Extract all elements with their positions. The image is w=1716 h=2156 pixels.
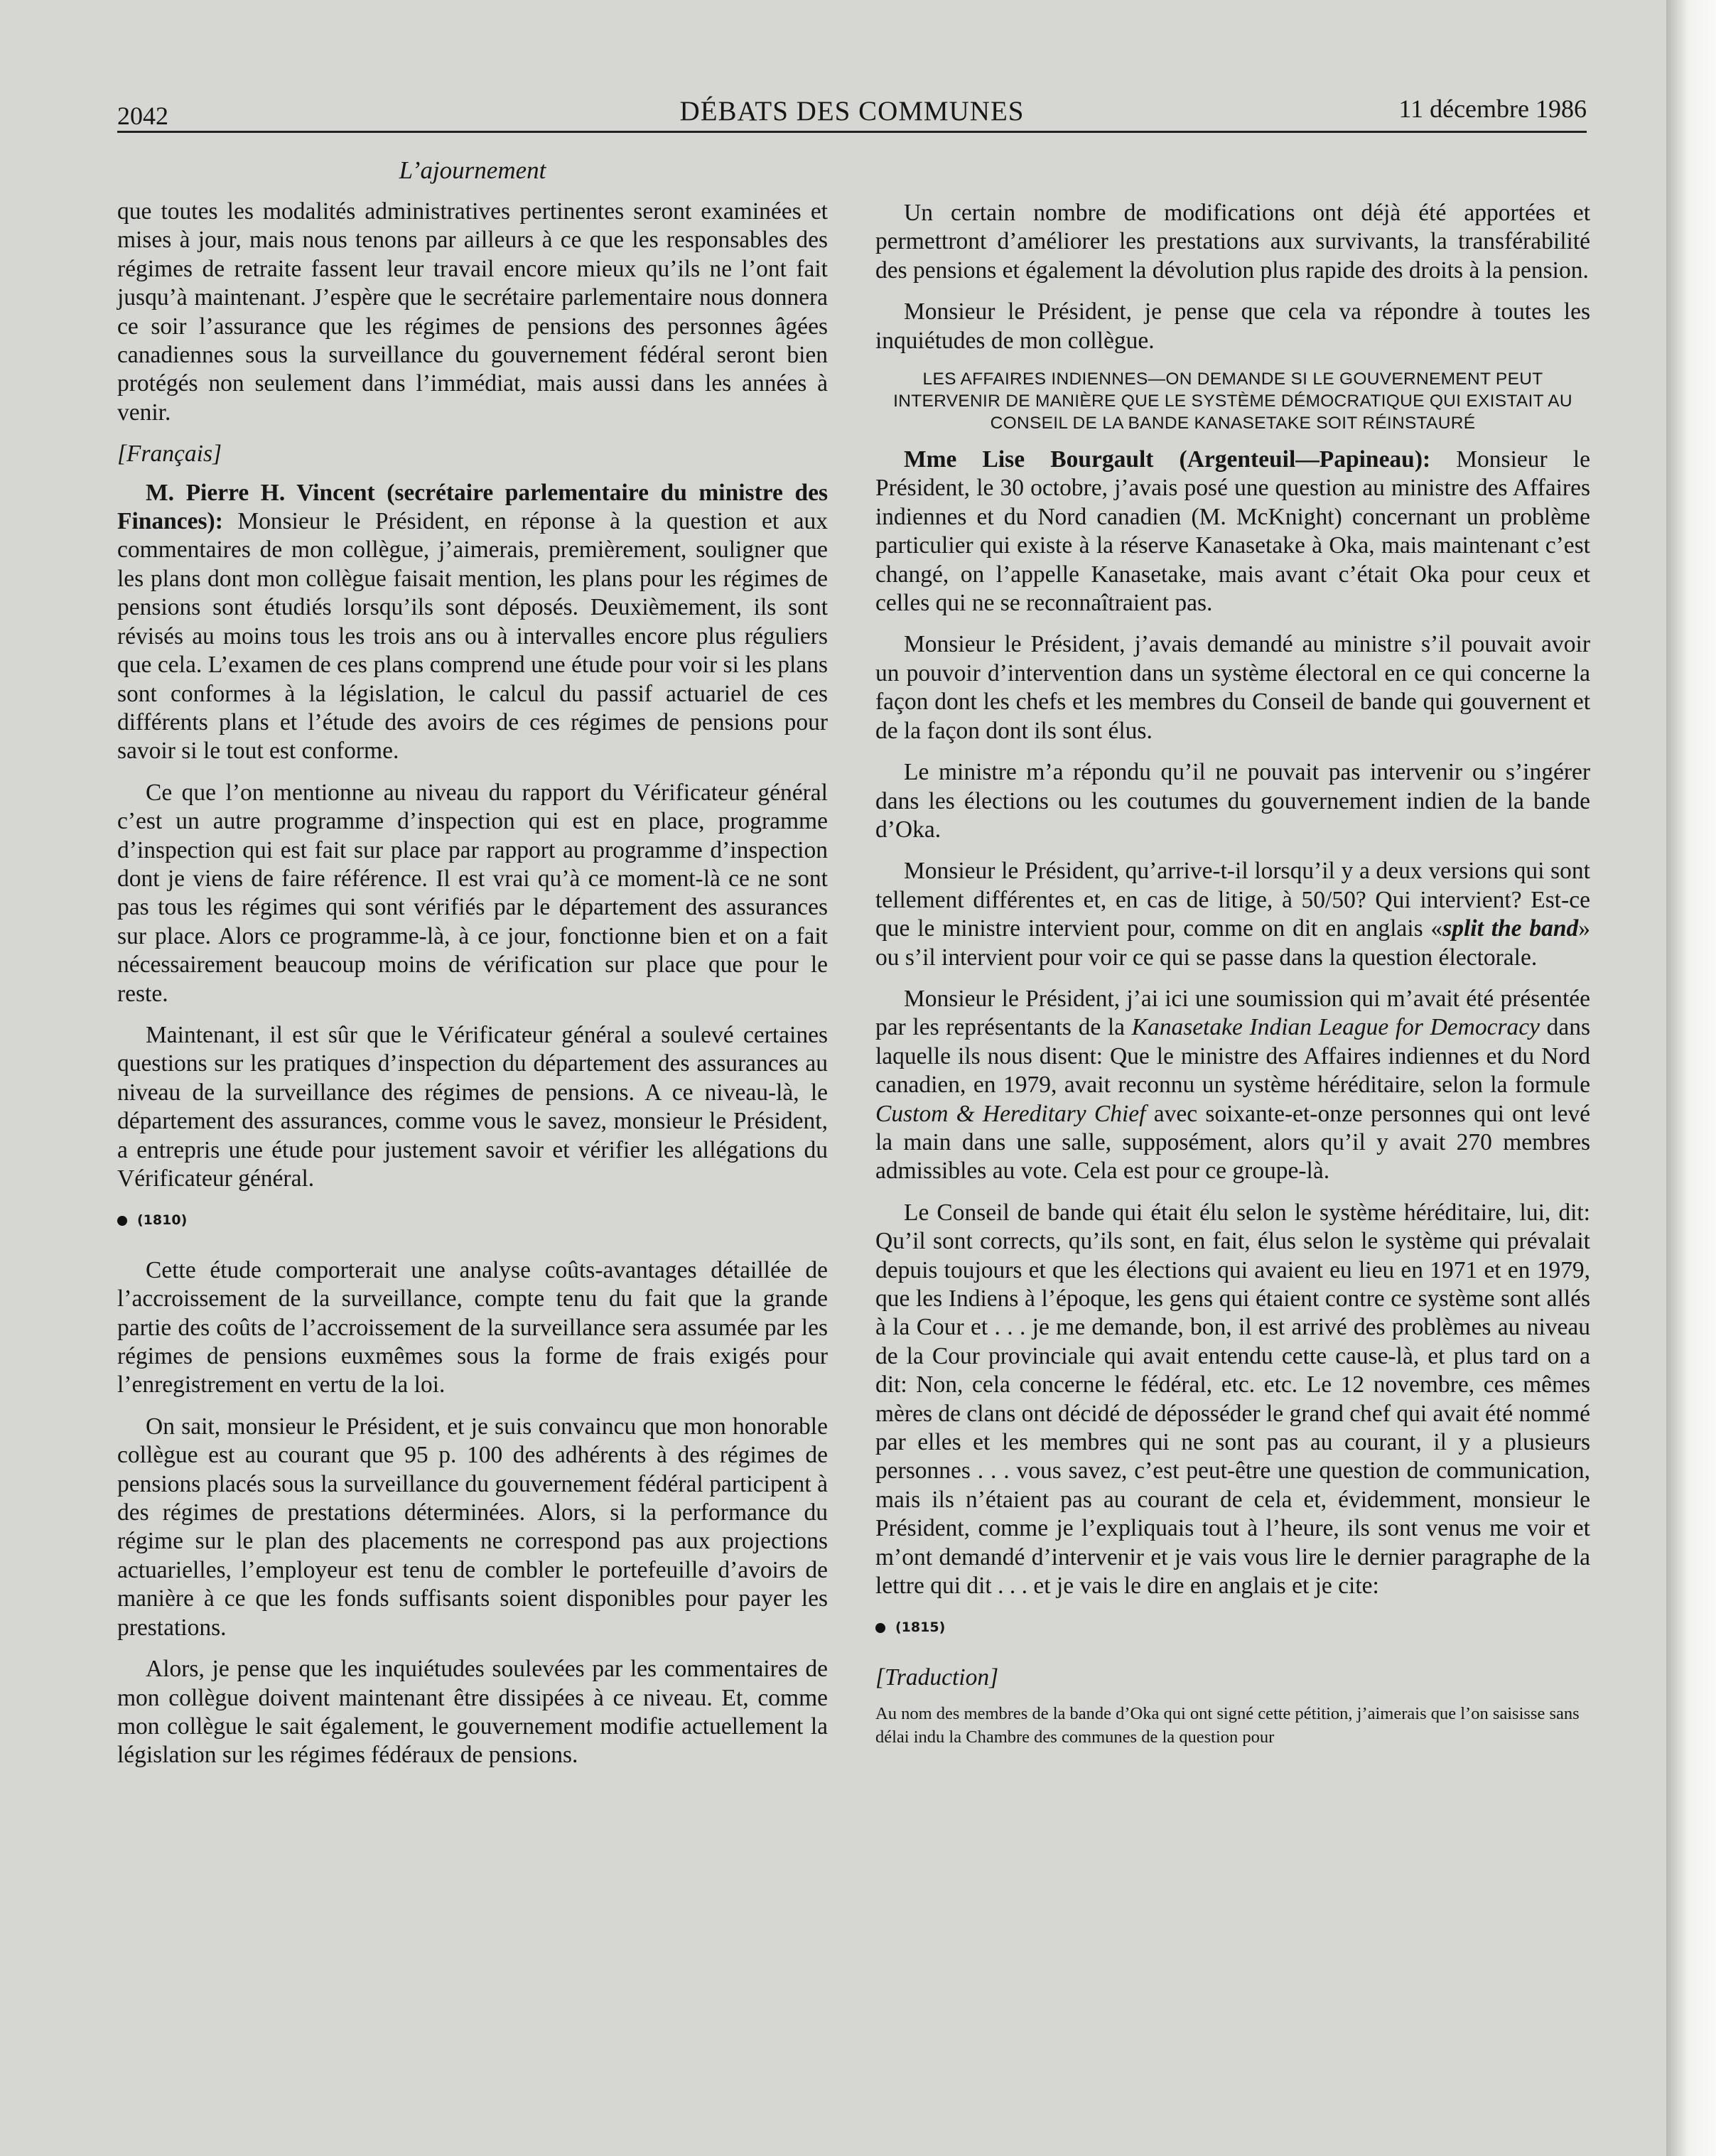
paragraph: Ce que l’on mentionne au niveau du rapport du Vérificateur général c’est un autre programme d’inspection qui est en place, programme d’inspection qui est fait sur place par rapport au programme d’inspection dont je viens de faire référence. Il est vrai qu’à ce moment-là ce ne sont pas tous les régimes qui sont vérifiés par le département des assurances sur place. Alors ce programme-là, à ce jour, fonctionne bien et on a fait nécessairement beaucoup moins de vérification sur place que pour le reste.: [117, 779, 828, 1007]
italic-phrase: Kanasetake Indian League for Democracy: [1131, 1014, 1540, 1041]
speech-paragraph: [875, 446, 1590, 618]
time-marker: [875, 1613, 1590, 1642]
time-marker: [117, 1206, 828, 1234]
running-header: [117, 91, 1587, 133]
paragraph: Maintenant, il est sûr que le Vérificateur général a soulevé certaines questions sur les pratiques d’inspection du département des assurances au niveau de la surveillance des régimes de pensions. A ce niveau-là, le département des assurances, comme vous le savez, monsieur le Président, a entrepris une étude pour justement savoir et vérifier les allégations du Vérificateur général.: [117, 1021, 828, 1192]
speech-paragraph: [117, 479, 828, 766]
speaker-name: M. Pierre H. Vincent (secrétaire parlementaire du ministre des Finances):: [117, 479, 828, 535]
speech-text: Monsieur le Président, en réponse à la question et aux commentaires de mon collègue, j’aimerais, premièrement, souligner que les plans dont mon collègue faisait mention, les plans pour les régimes de pensions sont étudiés lorsqu’ils sont déposés. Deuxièmement, ils sont révisés au moins tous les trois ans ou à intervalles encore plus réguliers que cela. L’examen de ces plans comprend une étude pour voir si les plans sont conformes à la législation, le calcul du passif actuariel de ces différents plans et l’étude des avoirs de ces régimes de pensions pour savoir si le tout est conforme.: [117, 508, 829, 765]
right-column: [875, 199, 1590, 1762]
bullet-icon: [875, 1623, 885, 1633]
book-spine-edge: [1666, 0, 1716, 2156]
speech-text: Monsieur le Président, le 30 octobre, j’avais posé une question au ministre des Affaires indiennes et du Nord canadien (M. McKnight) concernant un problème particulier qui existe à la réserve Kanasetake à Oka, mais maintenant c’est changé, on l’appelle Kanasetake, mais avant c’était Oka pour ceux et celles qui ne se reconnaîtraient pas.: [875, 446, 1590, 617]
left-column: [117, 198, 828, 1783]
text-run: Monsieur le Président, qu’arrive-t-il lorsqu’il y a deux versions qui sont tellement différentes et, en cas de litige, à 50/50? Qui intervient? Est-ce que le ministre intervient pour, comme on dit en anglais «: [875, 858, 1590, 942]
paragraph: On sait, monsieur le Président, et je suis convaincu que mon honorable collègue est au courant que 95 p. 100 des adhérents à des régimes de pensions placés sous la surveillance du gouvernement fédéral participent à des régimes de prestations déterminées. Alors, si la performance du régime sur le plan des placements ne correspond pas aux projections actuarielles, l’employeur est tenu de combler le portefeuille d’avoirs de manière à ce que les fonds suffisants soient disponibles pour payer les prestations.: [117, 1413, 828, 1641]
paragraph: Monsieur le Président, je pense que cela va répondre à toutes les inquiétudes de mon collègue.: [875, 298, 1590, 354]
language-tag: [Traduction]: [875, 1664, 999, 1691]
quoted-text: Au nom des membres de la bande d’Oka qui ont signé cette pétition, j’aimerais que l’on saisisse sans délai indu la Chambre des communes de la question pour: [875, 1704, 1580, 1747]
header-date: 11 décembre 1986: [1398, 95, 1587, 123]
text-run: » ou s’il intervient pour voir ce qui se passe dans la question électorale.: [875, 915, 1590, 971]
paragraph: Le ministre m’a répondu qu’il ne pouvait pas intervenir ou s’ingérer dans les élections ou les coutumes du gouvernement indien de la bande d’Oka.: [875, 759, 1590, 843]
text-run: Monsieur le Président, j’ai ici une soumission qui m’avait été présentée par les représentants de la: [875, 985, 1590, 1041]
paragraph: Un certain nombre de modifications ont déjà été apportées et permettront d’améliorer les prestations aux survivants, la transférabilité des pensions et également la dévolution plus rapide des droits à la pension.: [875, 200, 1590, 284]
publication-title: DÉBATS DES COMMUNES: [679, 96, 1025, 126]
section-title: L’ajournement: [399, 156, 546, 184]
subheading: LES AFFAIRES INDIENNES—ON DEMANDE SI LE GOUVERNEMENT PEUT INTERVENIR DE MANIÈRE QUE LE SYSTÈME DÉMOCRATIQUE QUI EXISTAIT AU CONSEIL DE LA BANDE KANASETAKE SOIT RÉINSTAURÉ: [893, 370, 1572, 433]
speaker-name: Mme Lise Bourgault (Argenteuil—Papineau):: [904, 446, 1431, 473]
italic-phrase: split the band: [1442, 915, 1579, 942]
time-stamp: (1810): [137, 1212, 188, 1229]
bullet-icon: [117, 1216, 127, 1226]
paragraph: [875, 985, 1590, 1186]
paragraph: que toutes les modalités administratives pertinentes seront examinées et mises à jour, mais nous tenons par ailleurs à ce que les responsables des régimes de retraite fassent leur travail encore mieux qu’ils ne l’ont fait jusqu’à maintenant. J’espère que le secrétaire parlementaire nous donnera ce soir l’assurance que les régimes de pensions des personnes âgées canadiennes sous la surveillance du gouvernement fédéral seront bien protégés non seulement dans l’immédiat, mais aussi dans les années à venir.: [117, 198, 828, 426]
italic-phrase: Custom & Hereditary Chief: [875, 1100, 1146, 1127]
page-number: 2042: [117, 102, 168, 130]
paragraph: [875, 857, 1590, 972]
paragraph: Cette étude comporterait une analyse coûts-avantages détaillée de l’accroissement de la surveillance, compte tenu du fait que la grande partie des coûts de l’accroissement de la surveillance sera assumée par les régimes de pensions euxmêmes sous la forme de frais exigés pour l’enregistrement en vertu de la loi.: [117, 1256, 828, 1398]
text-run: avec soixante-et-onze personnes qui ont levé la main dans une salle, supposément, alors qu’il y avait 270 membres admissibles au vote. Cela est pour ce groupe-là.: [875, 1100, 1590, 1185]
paragraph: Alors, je pense que les inquiétudes soulevées par les commentaires de mon collègue doivent maintenant être dissipées à ce niveau. Et, comme mon collègue le sait également, le gouvernement modifie actuellement la législation sur les régimes fédéraux de pensions.: [117, 1656, 828, 1769]
language-tag: [Français]: [117, 441, 222, 468]
paragraph: Monsieur le Président, j’avais demandé au ministre s’il pouvait avoir un pouvoir d’intervention dans un système électoral en ce qui concerne la façon dont les chefs et les membres du Conseil de bande qui gouvernent et de la façon dont ils sont élus.: [875, 631, 1590, 744]
time-stamp: (1815): [895, 1619, 946, 1636]
paragraph: Le Conseil de bande qui était élu selon le système héréditaire, lui, dit: Qu’il sont corrects, qu’ils sont, en fait, élus selon le système qui prévalait depuis toujours et que les élections qui avaient eu lieu en 1971 et en 1979, que les Indiens à l’époque, les gens qui étaient contre ce système sont allés à la Cour et . . . je me demande, bon, il est arrivé des problèmes au niveau de la Cour provinciale qui avait entendu cette cause-là, et plus tard on a dit: Non, cela concerne le fédéral, etc. etc. Le 12 novembre, ces mêmes mères de clans ont décidé de déposséder le grand chef qui avait été nommé par elles et les membres qui ne sont pas au courant, il y a plusieurs personnes . . . vous savez, c’est peut-être une question de communication, mais ils n’étaient pas au courant de cela et, évidemment, monsieur le Président, comme je l’expliquais tout à l’heure, ils sont venus me voir et m’ont demandé d’intervenir et je vais vous lire le dernier paragraphe de la lettre qui dit . . . et je vais le dire en anglais et je cite:: [875, 1199, 1590, 1600]
text-run: dans laquelle ils nous disent: Que le ministre des Affaires indiennes et du Nord canadien, en 1979, avait reconnu un système héréditaire, selon la formule: [875, 1014, 1591, 1099]
